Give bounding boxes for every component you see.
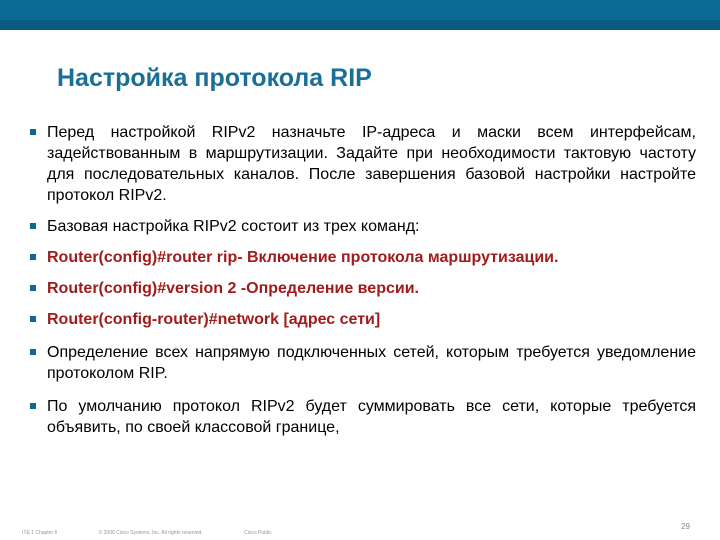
command-text: Router(config)#version 2 -Определение версии. [47,280,419,297]
bullet-item [30,122,696,206]
command-item [30,247,696,268]
bullet-item [30,216,696,237]
footer-copyright: © 2006 Cisco Systems, Inc. All rights reserved. [98,530,203,536]
command-text: Router(config)#router rip- Включение протокола маршрутизации. [47,249,559,266]
header-stripe [0,20,720,30]
bullet-marker-icon [30,285,36,291]
bullet-list [30,122,696,438]
footer-course: ITE 1 Chapter 6 [22,530,58,536]
footer-classification: Cisco Public [244,530,272,536]
bullet-text: Базовая настройка RIPv2 состоит из трех команд: [47,218,420,235]
header-bar [0,0,720,30]
command-text: Router(config-router)#network [адрес сети] [47,311,381,328]
slide-footer [22,530,312,536]
bullet-item [30,396,696,438]
command-item [30,278,696,299]
bullet-text: Перед настройкой RIPv2 назначьте IP-адреса и маски всем интерфейсам, задействованным в маршрутизации. Задайте при необходимости тактовую частоту для последовательных каналов. После завершения базовой настройки настройте протокол RIPv2. [47,124,696,204]
bullet-marker-icon [30,349,36,355]
slide-title: Настройка протокола RIP [57,64,372,92]
bullet-text: По умолчанию протокол RIPv2 будет суммировать все сети, которые требуется объявить, по своей классовой границе, [47,398,696,436]
bullet-marker-icon [30,403,36,409]
bullet-item [30,342,696,384]
command-item [30,309,696,330]
page-number: 29 [681,522,690,531]
bullet-marker-icon [30,316,36,322]
bullet-text: Определение всех напрямую подключенных сетей, которым требуется уведомление протоколом RIP. [47,344,696,382]
bullet-marker-icon [30,223,36,229]
bullet-marker-icon [30,254,36,260]
bullet-marker-icon [30,129,36,135]
